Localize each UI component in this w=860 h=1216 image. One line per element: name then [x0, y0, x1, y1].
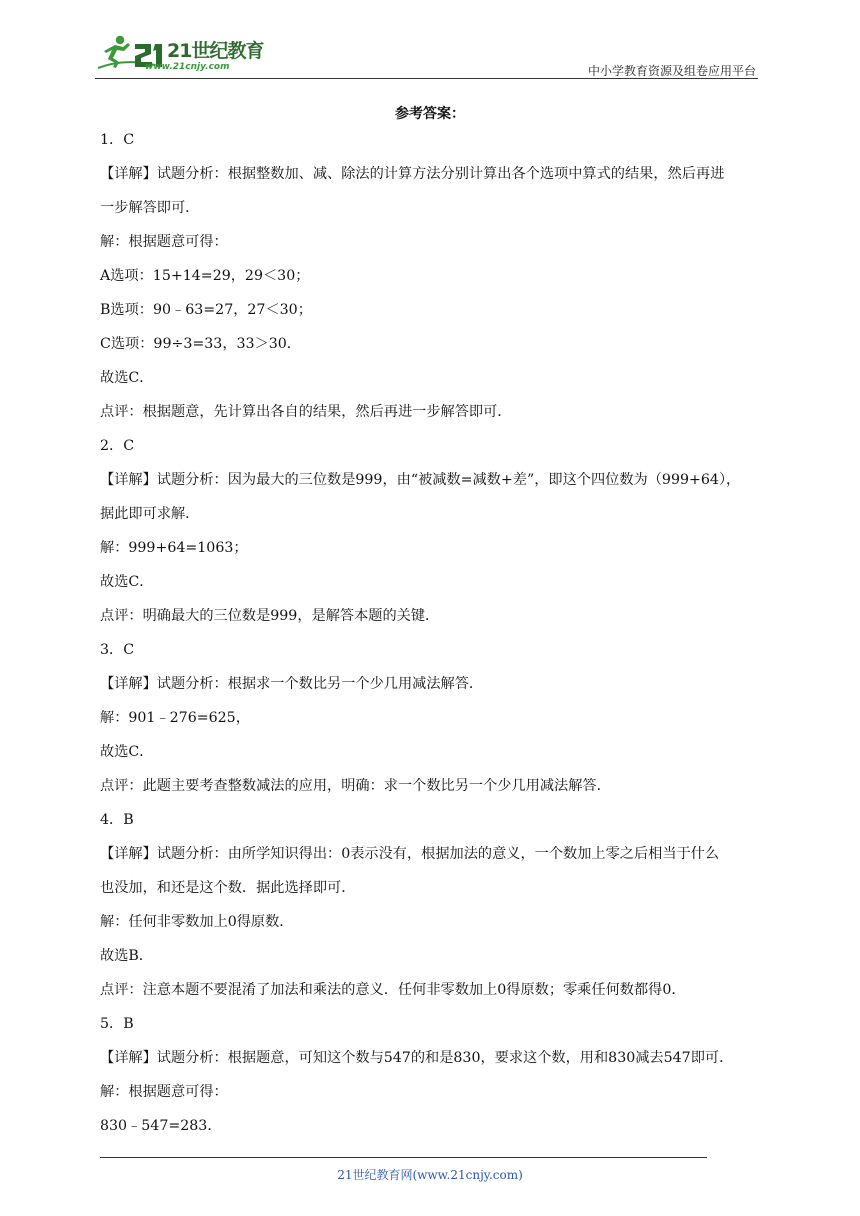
text-line: 点评：注意本题不要混淆了加法和乘法的意义．任何非零数加上0得原数；零乘任何数都得0． — [100, 982, 686, 998]
answer-content — [100, 126, 772, 1136]
text-line: 解：任何非零数加上0得原数． — [100, 914, 294, 930]
text-line: 1．C — [100, 132, 135, 148]
text-line: 也没加，和还是这个数．据此选择即可． — [100, 880, 356, 896]
text-line: 故选B． — [100, 948, 153, 964]
text-line: 据此即可求解． — [100, 506, 200, 522]
text-line: 点评：明确最大的三位数是999，是解答本题的关键． — [100, 608, 440, 624]
text-line: 【详解】试题分析：由所学知识得出：0表示没有，根据加法的意义，一个数加上零之后相当于什么 — [100, 846, 720, 862]
text-line: 一步解答即可． — [100, 200, 200, 216]
header-divider — [95, 78, 758, 79]
text-line: 解：根据题意可得： — [100, 1084, 228, 1100]
text-line: C选项：99÷3=33，33＞30． — [100, 336, 301, 352]
text-line: 3．C — [100, 642, 135, 658]
text-line: 【详解】试题分析：根据求一个数比另一个少几用减法解答． — [100, 676, 484, 692]
footer-link[interactable]: 21世纪教育网(www.21cnjy.com) — [337, 1168, 523, 1182]
text-line: 5．B — [100, 1016, 134, 1032]
text-line: 【详解】试题分析：因为最大的三位数是999，由“被减数=减数+差”，即这个四位数为（999+64）， — [100, 472, 741, 488]
text-line: A选项：15+14=29，29＜30； — [100, 268, 310, 284]
text-line: 2．C — [100, 438, 135, 454]
logo-url-text: www.21cnjy.com — [145, 62, 230, 72]
page-header — [95, 28, 758, 80]
text-line: 830﹣547=283． — [100, 1118, 222, 1134]
footer-divider — [100, 1157, 707, 1158]
text-line: 【详解】试题分析：根据题意，可知这个数与547的和是830，要求这个数，用和830减去547即可． — [100, 1050, 734, 1066]
logo-chinese-text: 21世纪教育 — [167, 40, 264, 62]
text-line: 解：901﹣276=625， — [100, 710, 250, 726]
text-line: 点评：根据题意，先计算出各自的结果，然后再进一步解答即可． — [100, 404, 512, 420]
text-line: 解：999+64=1063； — [100, 540, 248, 556]
text-line: 故选C． — [100, 574, 154, 590]
platform-name: 中小学教育资源及组卷应用平台 — [587, 64, 756, 78]
text-line: 故选C． — [100, 370, 154, 386]
text-line: 故选C． — [100, 744, 154, 760]
text-line: 4．B — [100, 812, 134, 828]
text-line: 【详解】试题分析：根据整数加、减、除法的计算方法分别计算出各个选项中算式的结果，然后再进 — [100, 166, 725, 182]
site-logo[interactable] — [95, 32, 265, 76]
text-line: 点评：此题主要考查整数减法的应用，明确：求一个数比另一个少几用减法解答． — [100, 778, 611, 794]
text-line: B选项：90﹣63=27，27＜30； — [100, 302, 312, 318]
page-title: 参考答案： — [395, 106, 465, 122]
text-line: 解：根据题意可得： — [100, 234, 228, 250]
